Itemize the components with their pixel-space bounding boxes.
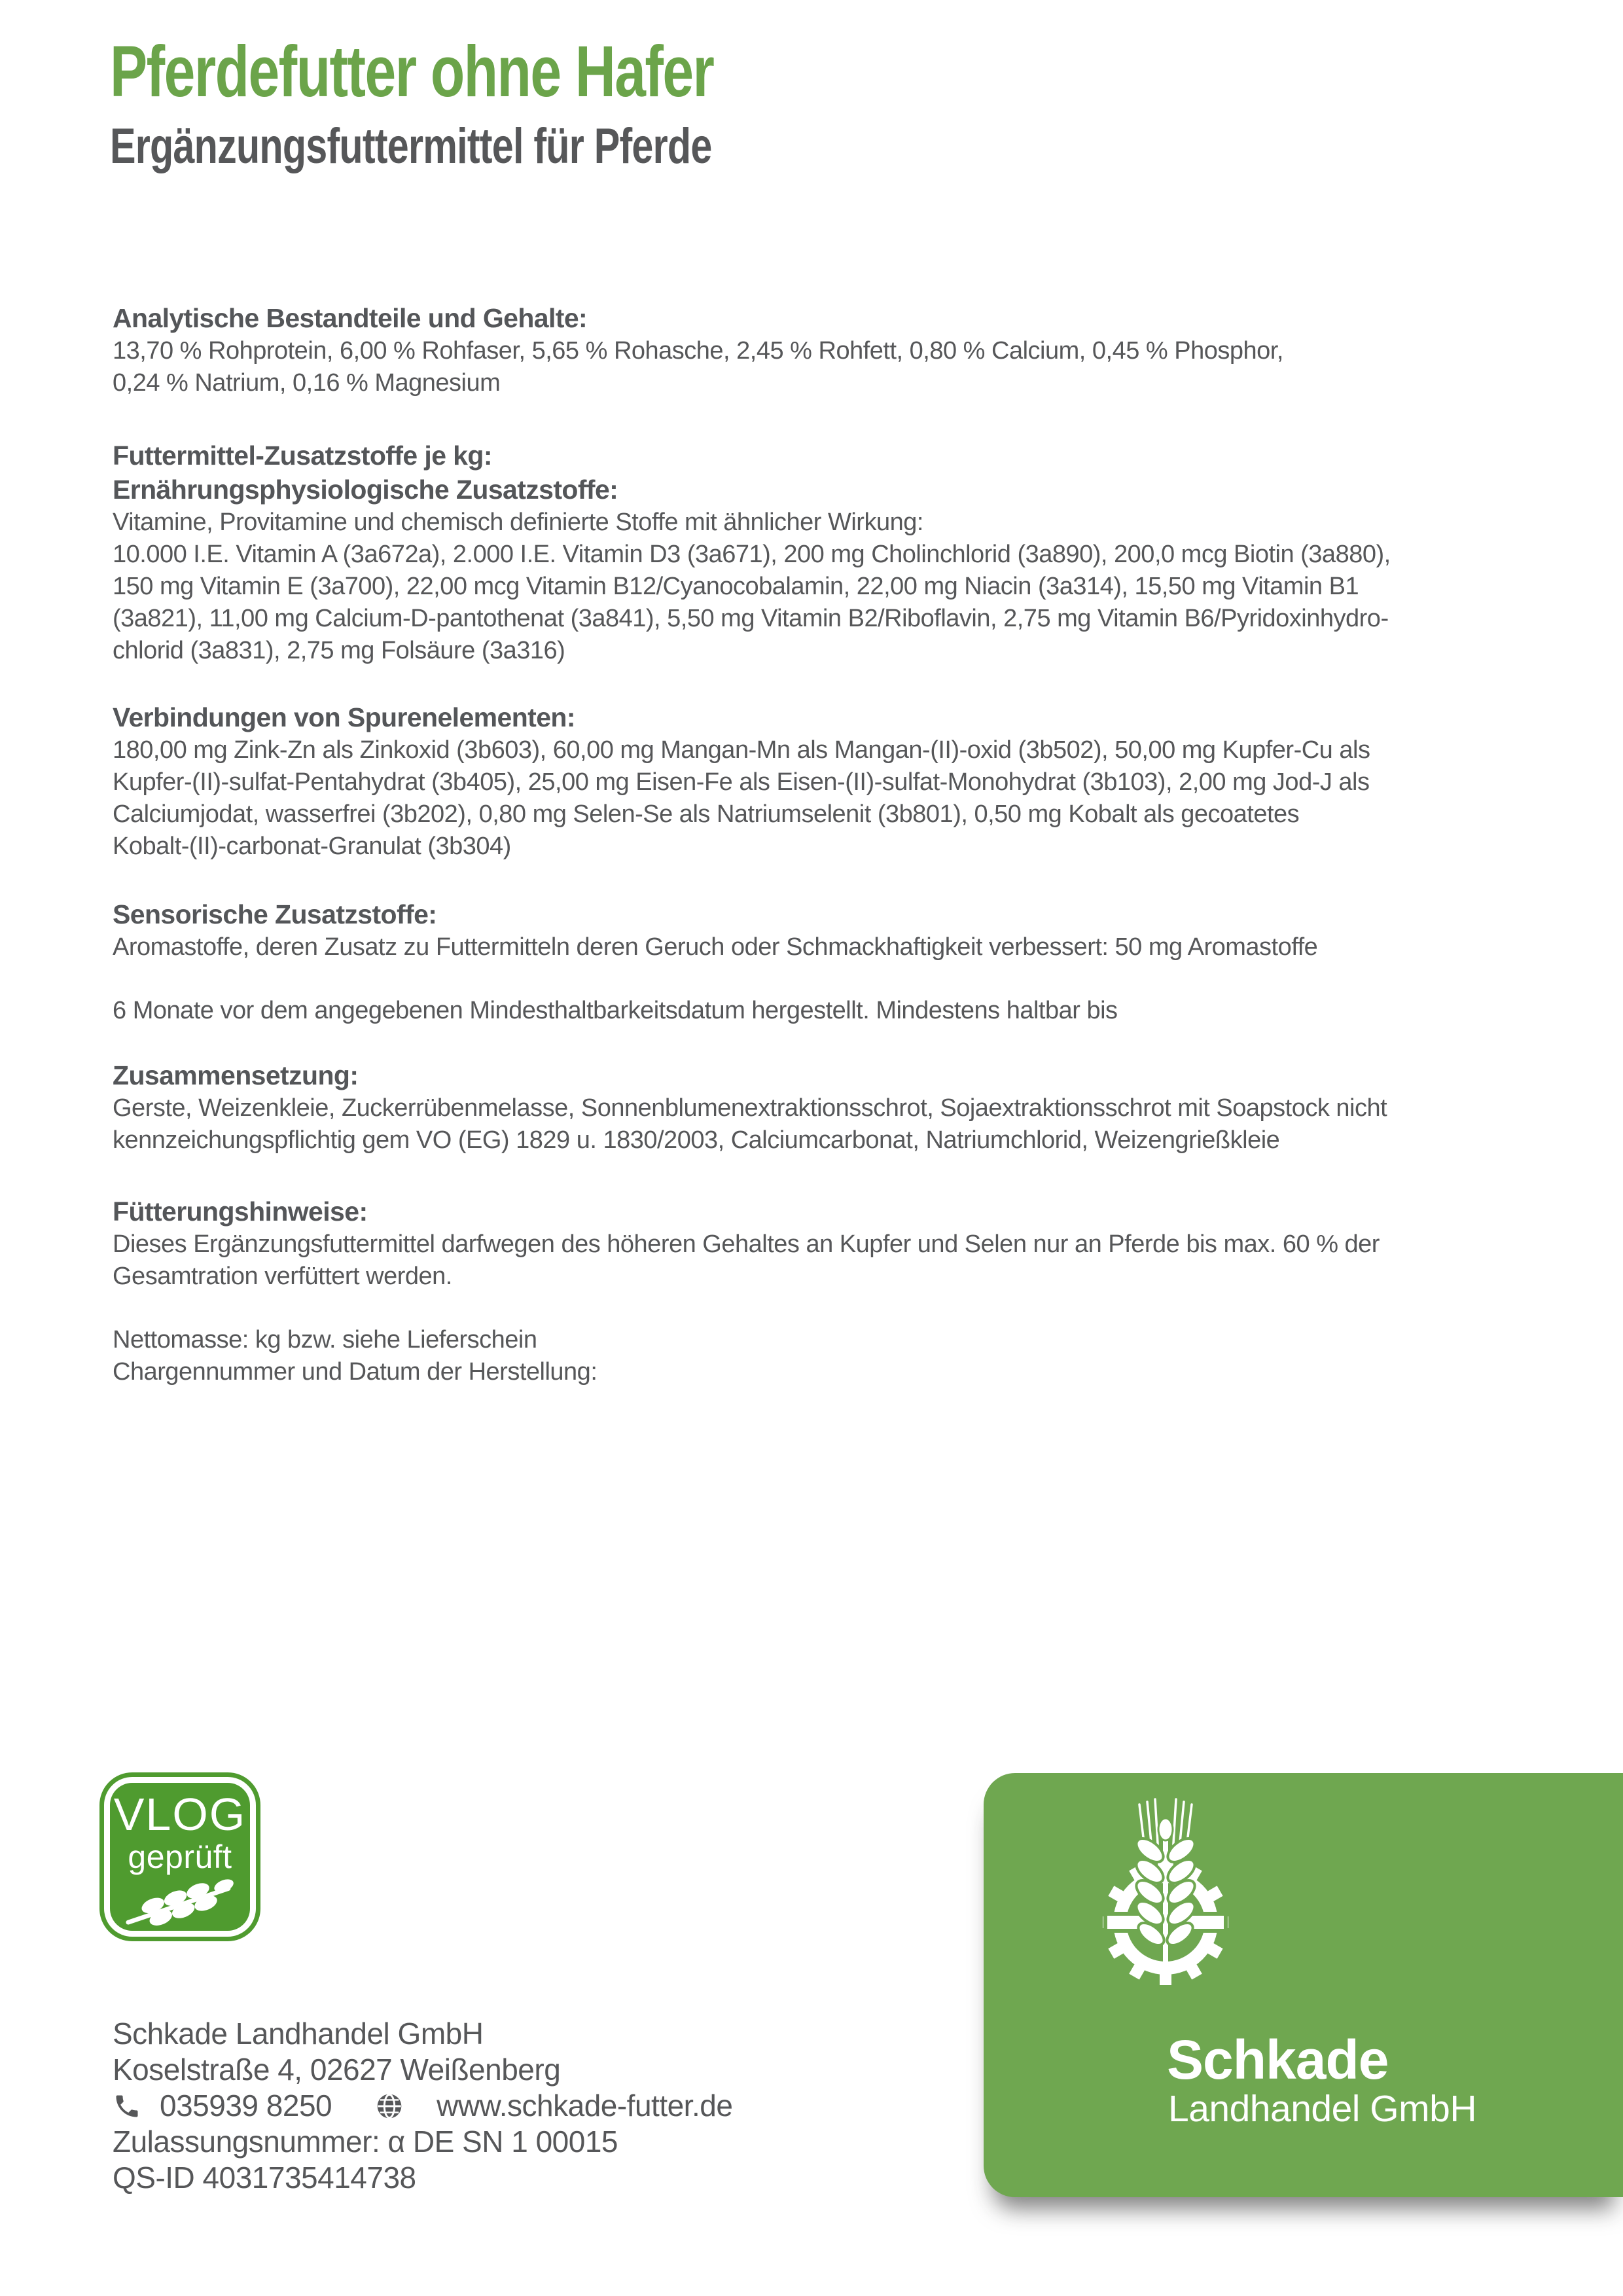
vlog-badge-subtitle: geprüft — [128, 1839, 232, 1875]
wheat-sprig-icon — [124, 1877, 236, 1928]
vlog-badge — [99, 1772, 260, 1941]
text-line: Aromastoffe, deren Zusatz zu Futtermitteln deren Geruch oder Schmackhaftigkeit verbessert: 50 mg Aromastoffe — [113, 933, 1318, 961]
section-heading: Zusammensetzung: — [113, 1060, 359, 1090]
brand-wheat-gear-icon — [1094, 1798, 1238, 1994]
text-line: Dieses Ergänzungsfuttermittel darfwegen des höheren Gehaltes an Kupfer und Selen nur an Pferde bis max. 60 % der — [113, 1230, 1380, 1258]
footer-website: www.schkade-futter.de — [437, 2089, 733, 2123]
page-subtitle — [110, 118, 882, 175]
section-trace-elements — [113, 700, 1370, 863]
page-title-text: Pferdefutter ohne Hafer — [110, 31, 714, 112]
text-line: Kupfer-(II)-sulfat-Pentahydrat (3b405), 25,00 mg Eisen-Fe als Eisen-(II)-sulfat-Monohydrat (3b103), 2,00 mg Jod-J als — [113, 768, 1370, 796]
shelf-life-note: 6 Monate vor dem angegebenen Mindesthaltbarkeitsdatum hergestellt. Mindestens haltbar bis — [113, 997, 1118, 1024]
globe-icon — [375, 2092, 404, 2121]
section-heading: Sensorische Zusatzstoffe: — [113, 899, 437, 929]
text-line: 0,24 % Natrium, 0,16 % Magnesium — [113, 369, 501, 397]
footer-contact-block — [113, 2016, 732, 2196]
footer-phone-number: 035939 8250 — [160, 2089, 332, 2123]
page-title — [110, 30, 884, 113]
net-mass-line: Nettomasse: kg bzw. siehe Lieferschein — [113, 1326, 537, 1354]
text-line: 10.000 I.E. Vitamin A (3a672a), 2.000 I.E. Vitamin D3 (3a671), 200 mg Cholinchlorid (3a890), 200,0 mcg Biotin (3a880), — [113, 541, 1391, 568]
text-line: chlorid (3a831), 2,75 mg Folsäure (3a316) — [113, 637, 565, 664]
section-subheading: Ernährungsphysiologische Zusatzstoffe: — [113, 475, 618, 505]
brand-box — [984, 1773, 1623, 2197]
text-line: 180,00 mg Zink-Zn als Zinkoxid (3b603), 60,00 mg Mangan-Mn als Mangan-(II)-oxid (3b502), 50,00 mg Kupfer-Cu als — [113, 736, 1370, 764]
text-line: 150 mg Vitamin E (3a700), 22,00 mcg Vitamin B12/Cyanocobalamin, 22,00 mg Niacin (3a314), 15,50 mg Vitamin B1 — [113, 573, 1359, 600]
section-sensory-additives — [113, 897, 1317, 963]
text-line: Kobalt-(II)-carbonat-Granulat (3b304) — [113, 833, 511, 860]
section-feed-additives — [113, 439, 1391, 667]
text-line: 13,70 % Rohprotein, 6,00 % Rohfaser, 5,65 % Rohasche, 2,45 % Rohfett, 0,80 % Calcium, 0,45 % Phosphor, — [113, 337, 1283, 365]
text-line: Gesamtration verfüttert werden. — [113, 1263, 452, 1290]
vlog-badge-inner — [110, 1783, 250, 1931]
brand-name: Schkade — [1167, 2029, 1389, 2090]
footer-qs-id: QS-ID 4031735414738 — [113, 2161, 416, 2195]
section-analytical-constituents — [113, 301, 1283, 399]
phone-icon — [113, 2092, 141, 2121]
text-line: Gerste, Weizenkleie, Zuckerrübenmelasse, Sonnenblumenextraktionsschrot, Sojaextraktionsschrot mit Soapstock nicht — [113, 1094, 1387, 1122]
batch-number-line: Chargennummer und Datum der Herstellung: — [113, 1358, 597, 1386]
vlog-badge-title: VLOG — [113, 1789, 247, 1840]
section-heading: Futtermittel-Zusatzstoffe je kg: — [113, 440, 492, 471]
footer-approval-number: Zulassungsnummer: α DE SN 1 00015 — [113, 2125, 618, 2159]
footer-address: Koselstraße 4, 02627 Weißenberg — [113, 2053, 561, 2087]
section-net-mass — [113, 1324, 597, 1388]
section-feeding-instructions — [113, 1194, 1380, 1293]
brand-subname: Landhandel GmbH — [1168, 2088, 1476, 2130]
footer-contact-row — [113, 2088, 732, 2124]
footer-company: Schkade Landhandel GmbH — [113, 2017, 484, 2051]
section-heading: Fütterungshinweise: — [113, 1196, 368, 1227]
section-composition — [113, 1058, 1387, 1157]
text-line: kennzeichungspflichtig gem VO (EG) 1829 u. 1830/2003, Calciumcarbonat, Natriumchlorid, Weizengrießkleie — [113, 1126, 1280, 1154]
text-line: (3a821), 11,00 mg Calcium-D-pantothenat (3a841), 5,50 mg Vitamin B2/Riboflavin, 2,75 mg Vitamin B6/Pyridoxinhydro- — [113, 605, 1389, 632]
text-line: Calciumjodat, wasserfrei (3b202), 0,80 mg Selen-Se als Natriumselenit (3b801), 0,50 mg Kobalt als gecoatetes — [113, 800, 1300, 828]
page-subtitle-text: Ergänzungsfuttermittel für Pferde — [110, 118, 712, 174]
section-heading: Verbindungen von Spurenelementen: — [113, 702, 575, 732]
text-line: Vitamine, Provitamine und chemisch definierte Stoffe mit ähnlicher Wirkung: — [113, 509, 923, 536]
section-heading: Analytische Bestandteile und Gehalte: — [113, 303, 588, 333]
